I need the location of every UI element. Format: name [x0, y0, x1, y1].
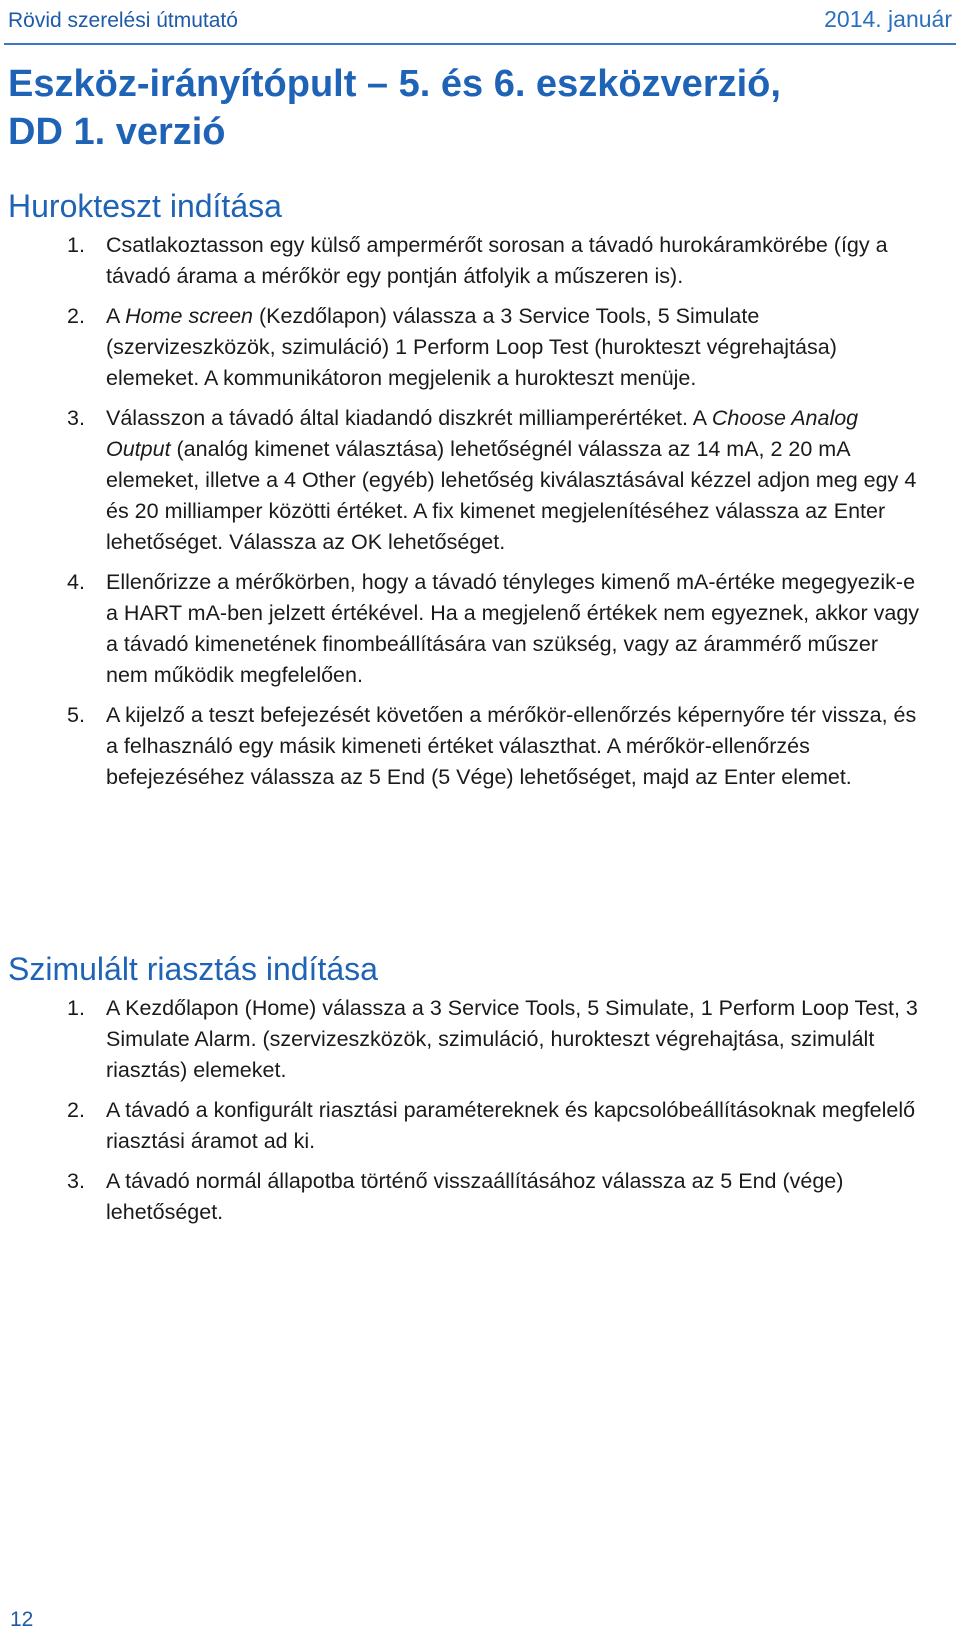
step-text: [106, 406, 916, 554]
step-text: [106, 304, 837, 390]
step-text: A kijelző a teszt befejezését követően a mérőkör-ellenőrzés képernyőre tér vissza, és a felhasználó egy másik kimeneti értéket választhat. A mérőkör-ellenőrzés befejezéséhez válassza az 5 End (5 Vége) lehetőséget, majd az Enter elemet.: [106, 703, 917, 789]
step-number: 2.: [67, 304, 85, 328]
section-title-loop-test: Hurokteszt indítása: [8, 188, 282, 224]
step-text: A távadó a konfigurált riasztási paramétereknek és kapcsolóbeállításoknak megfelelő riasztási áramot ad ki.: [106, 1098, 916, 1153]
simulated-alarm-steps: [0, 993, 960, 1228]
step-text-part: (analóg kimenet választása) lehetőségnél válassza az 14 mA, 2 20 mA elemeket, illetve a 4 Other (egyéb) lehetőség kiválasztásával kézzel adjon meg egy 4 és 20 milliamper közötti értéket. A fix kimenet megjelenítéséhez válassza az Enter lehetőséget. Válassza az OK lehetőséget.: [106, 437, 917, 554]
header-divider: [4, 43, 956, 45]
step-number: 3.: [67, 406, 85, 430]
list-item: [0, 700, 960, 793]
step-text-part: Válasszon a távadó által kiadandó diszkrét milliamperértéket. A: [106, 406, 712, 430]
page-number: 12: [10, 1608, 34, 1631]
page-title-line-1: Eszköz-irányítópult – 5. és 6. eszközverzió,: [8, 63, 781, 105]
step-number: 4.: [67, 570, 85, 594]
loop-test-steps: [0, 230, 960, 793]
list-item: [0, 403, 960, 558]
list-item: [0, 567, 960, 691]
step-text: A Kezdőlapon (Home) válassza a 3 Service Tools, 5 Simulate, 1 Perform Loop Test, 3 Simulate Alarm. (szervizeszközök, szimuláció, hurokteszt végrehajtása, szimulált riasztás) elemeket.: [106, 996, 918, 1082]
step-text: A távadó normál állapotba történő visszaállításához válassza az 5 End (vége) lehetőséget.: [106, 1169, 844, 1224]
list-item: [0, 1166, 960, 1228]
list-item: [0, 1095, 960, 1157]
step-number: 3.: [67, 1169, 85, 1193]
step-text-italic: Home screen: [125, 304, 253, 328]
page-title: [8, 60, 928, 156]
step-text-part: A: [106, 304, 126, 328]
step-text-part: (Kezdőlapon) válassza a 3 Service Tools, 5 Simulate (szervizeszközök, szimuláció) 1 Perform Loop Test (hurokteszt végrehajtása) elemeket. A kommunikátoron megjelenik a hurokteszt menüje.: [106, 304, 837, 390]
step-number: 2.: [67, 1098, 85, 1122]
list-item: [0, 301, 960, 394]
step-text: Csatlakoztasson egy külső ampermérőt sorosan a távadó hurokáramkörébe (így a távadó árama a mérőkör egy pontján átfolyik a műszeren is).: [106, 233, 888, 288]
step-number: 5.: [67, 703, 85, 727]
list-item: [0, 993, 960, 1086]
section-title-simulated-alarm: Szimulált riasztás indítása: [8, 951, 378, 987]
list-item: [0, 230, 960, 292]
page-title-line-2: DD 1. verzió: [8, 111, 226, 153]
step-number: 1.: [67, 996, 85, 1020]
step-text-italic: Choose Analog Output: [106, 406, 859, 461]
page-header: [0, 0, 960, 46]
step-text: Ellenőrizze a mérőkörben, hogy a távadó tényleges kimenő mA-értéke megegyezik-e a HART mA-ben jelzett értékével. Ha a megjelenő értékek nem egyeznek, akkor vagy a távadó kimenetének finombeállítására van szükség, vagy az árammérő műszer nem működik megfelelően.: [106, 570, 920, 687]
document-type-label: Rövid szerelési útmutató: [8, 9, 238, 32]
document-date: 2014. január: [824, 6, 952, 32]
step-number: 1.: [67, 233, 85, 257]
